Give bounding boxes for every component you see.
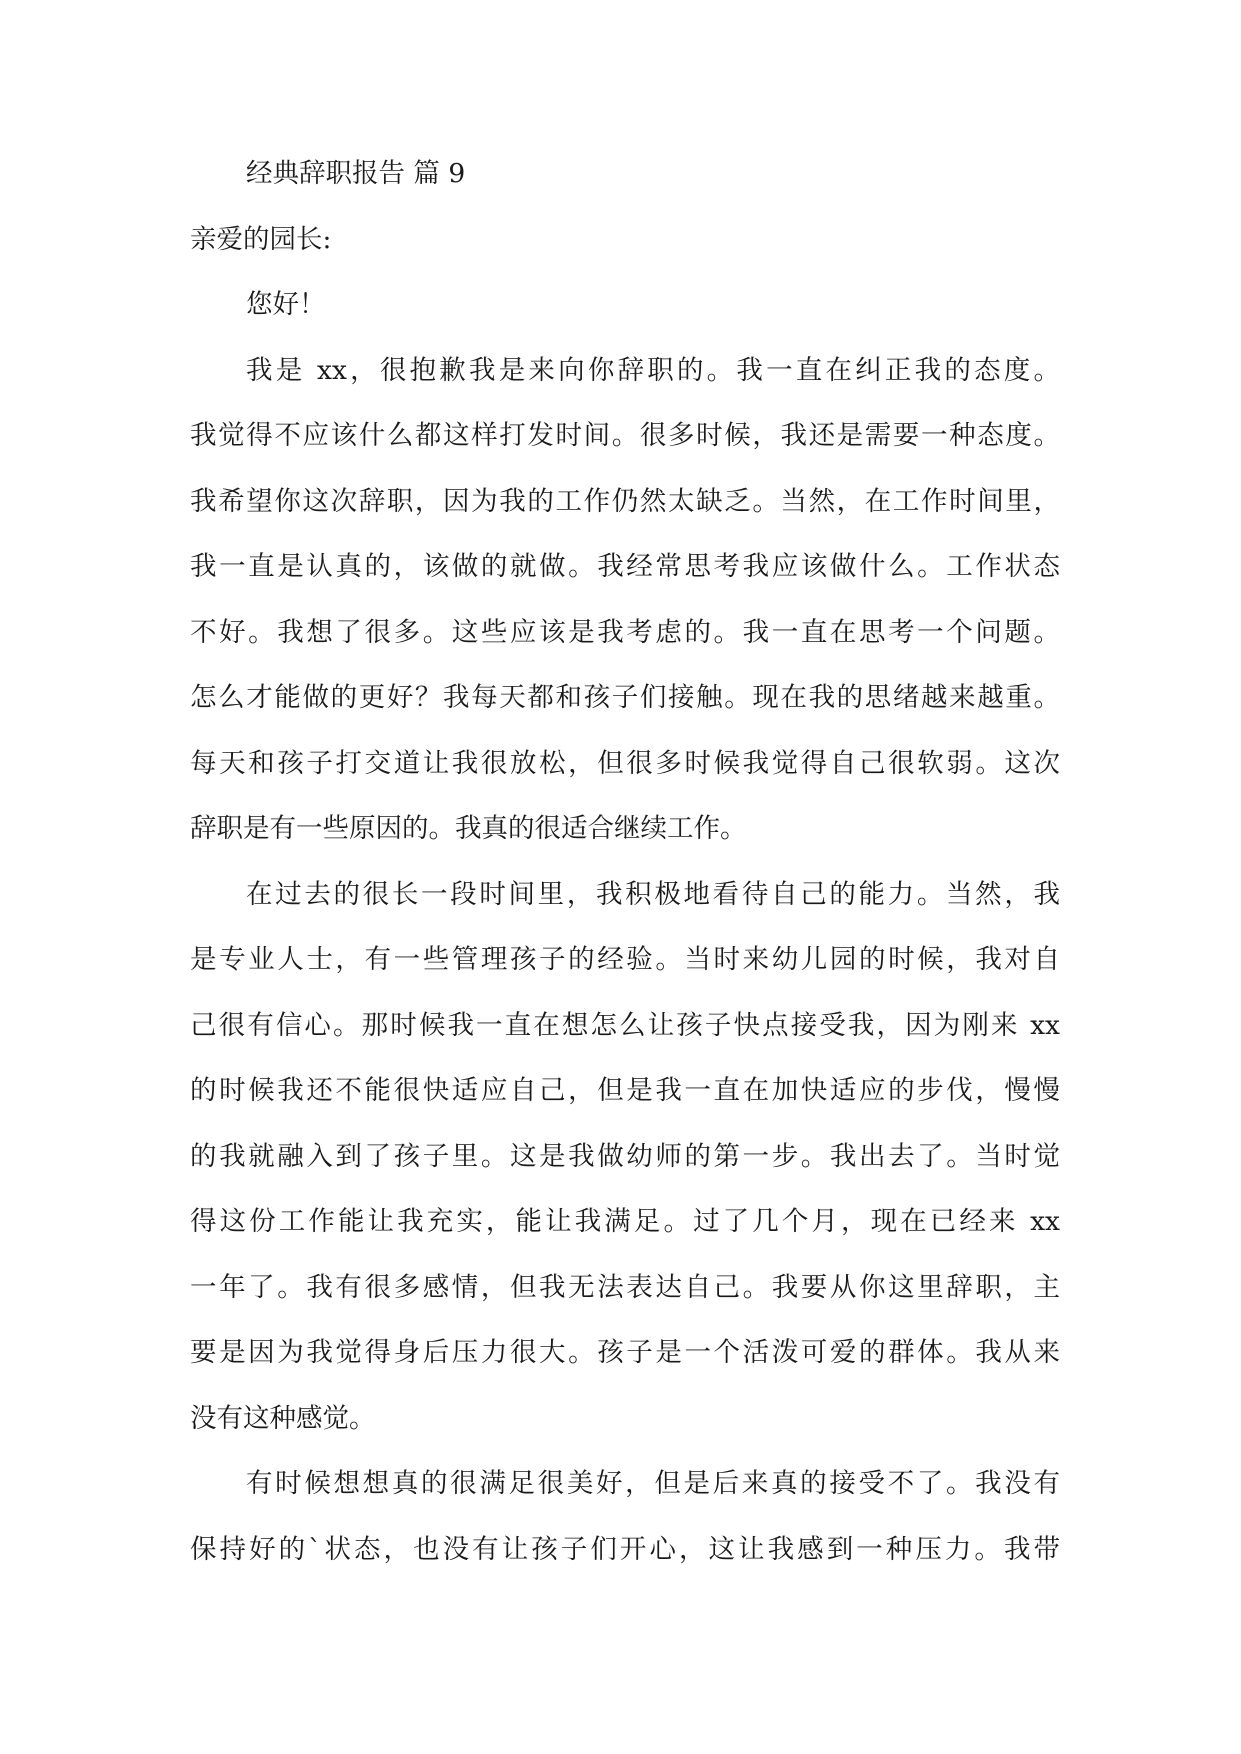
- body-line: 没有这种感觉。: [190, 1402, 376, 1434]
- body-line: 我希望你这次辞职，因为我的工作仍然太缺乏。当然，在工作时间里，: [190, 485, 1060, 517]
- body-line: 有时候想想真的很满足很美好，但是后来真的接受不了。我没有: [246, 1468, 1060, 1499]
- body-line: 要是因为我觉得身后压力很大。孩子是一个活泼可爱的群体。我从来: [190, 1337, 1060, 1368]
- document-page: [190, 158, 1060, 1599]
- body-line: 的我就融入到了孩子里。这是我做幼师的第一步。我出去了。当时觉: [190, 1140, 1060, 1172]
- body-line: 我觉得不应该什么都这样打发时间。很多时候，我还是需要一种态度。: [190, 420, 1060, 451]
- body-line: 不好。我想了很多。这些应该是我考虑的。我一直在思考一个问题。: [190, 616, 1060, 648]
- body-line: 得这份工作能让我充实，能让我满足。过了几个月，现在已经来 xx: [190, 1206, 1060, 1237]
- body-line: 己很有信心。那时候我一直在想怎么让孩子快点接受我，因为刚来 xx: [190, 1009, 1060, 1041]
- body-line: 是专业人士，有一些管理孩子的经验。当时来幼儿园的时候，我对自: [190, 944, 1060, 975]
- body-line: 在过去的很长一段时间里，我积极地看待自己的能力。当然，我: [246, 878, 1060, 910]
- salutation: 亲爱的园长:: [190, 223, 332, 255]
- body-line: 每天和孩子打交道让我很放松，但很多时候我觉得自己很软弱。这次: [190, 747, 1060, 779]
- greeting: 您好！: [246, 289, 326, 320]
- body-line: 的时候我还不能很快适应自己，但是我一直在加快适应的步伐，慢慢: [190, 1075, 1060, 1106]
- body-line: 我一直是认真的，该做的就做。我经常思考我应该做什么。工作状态: [190, 551, 1060, 582]
- document-heading: 经典辞职报告 篇 9: [246, 158, 466, 189]
- body-line: 怎么才能做的更好？我每天都和孩子们接触。现在我的思绪越来越重。: [190, 682, 1060, 713]
- body-line: 我是 xx，很抱歉我是来向你辞职的。我一直在纠正我的态度。: [246, 354, 1060, 386]
- body-line: 辞职是有一些原因的。我真的很适合继续工作。: [190, 813, 747, 844]
- body-line: 保持好的`状态，也没有让孩子们开心，这让我感到一种压力。我带: [190, 1533, 1060, 1565]
- body-line: 一年了。我有很多感情，但我无法表达自己。我要从你这里辞职，主: [190, 1271, 1060, 1303]
